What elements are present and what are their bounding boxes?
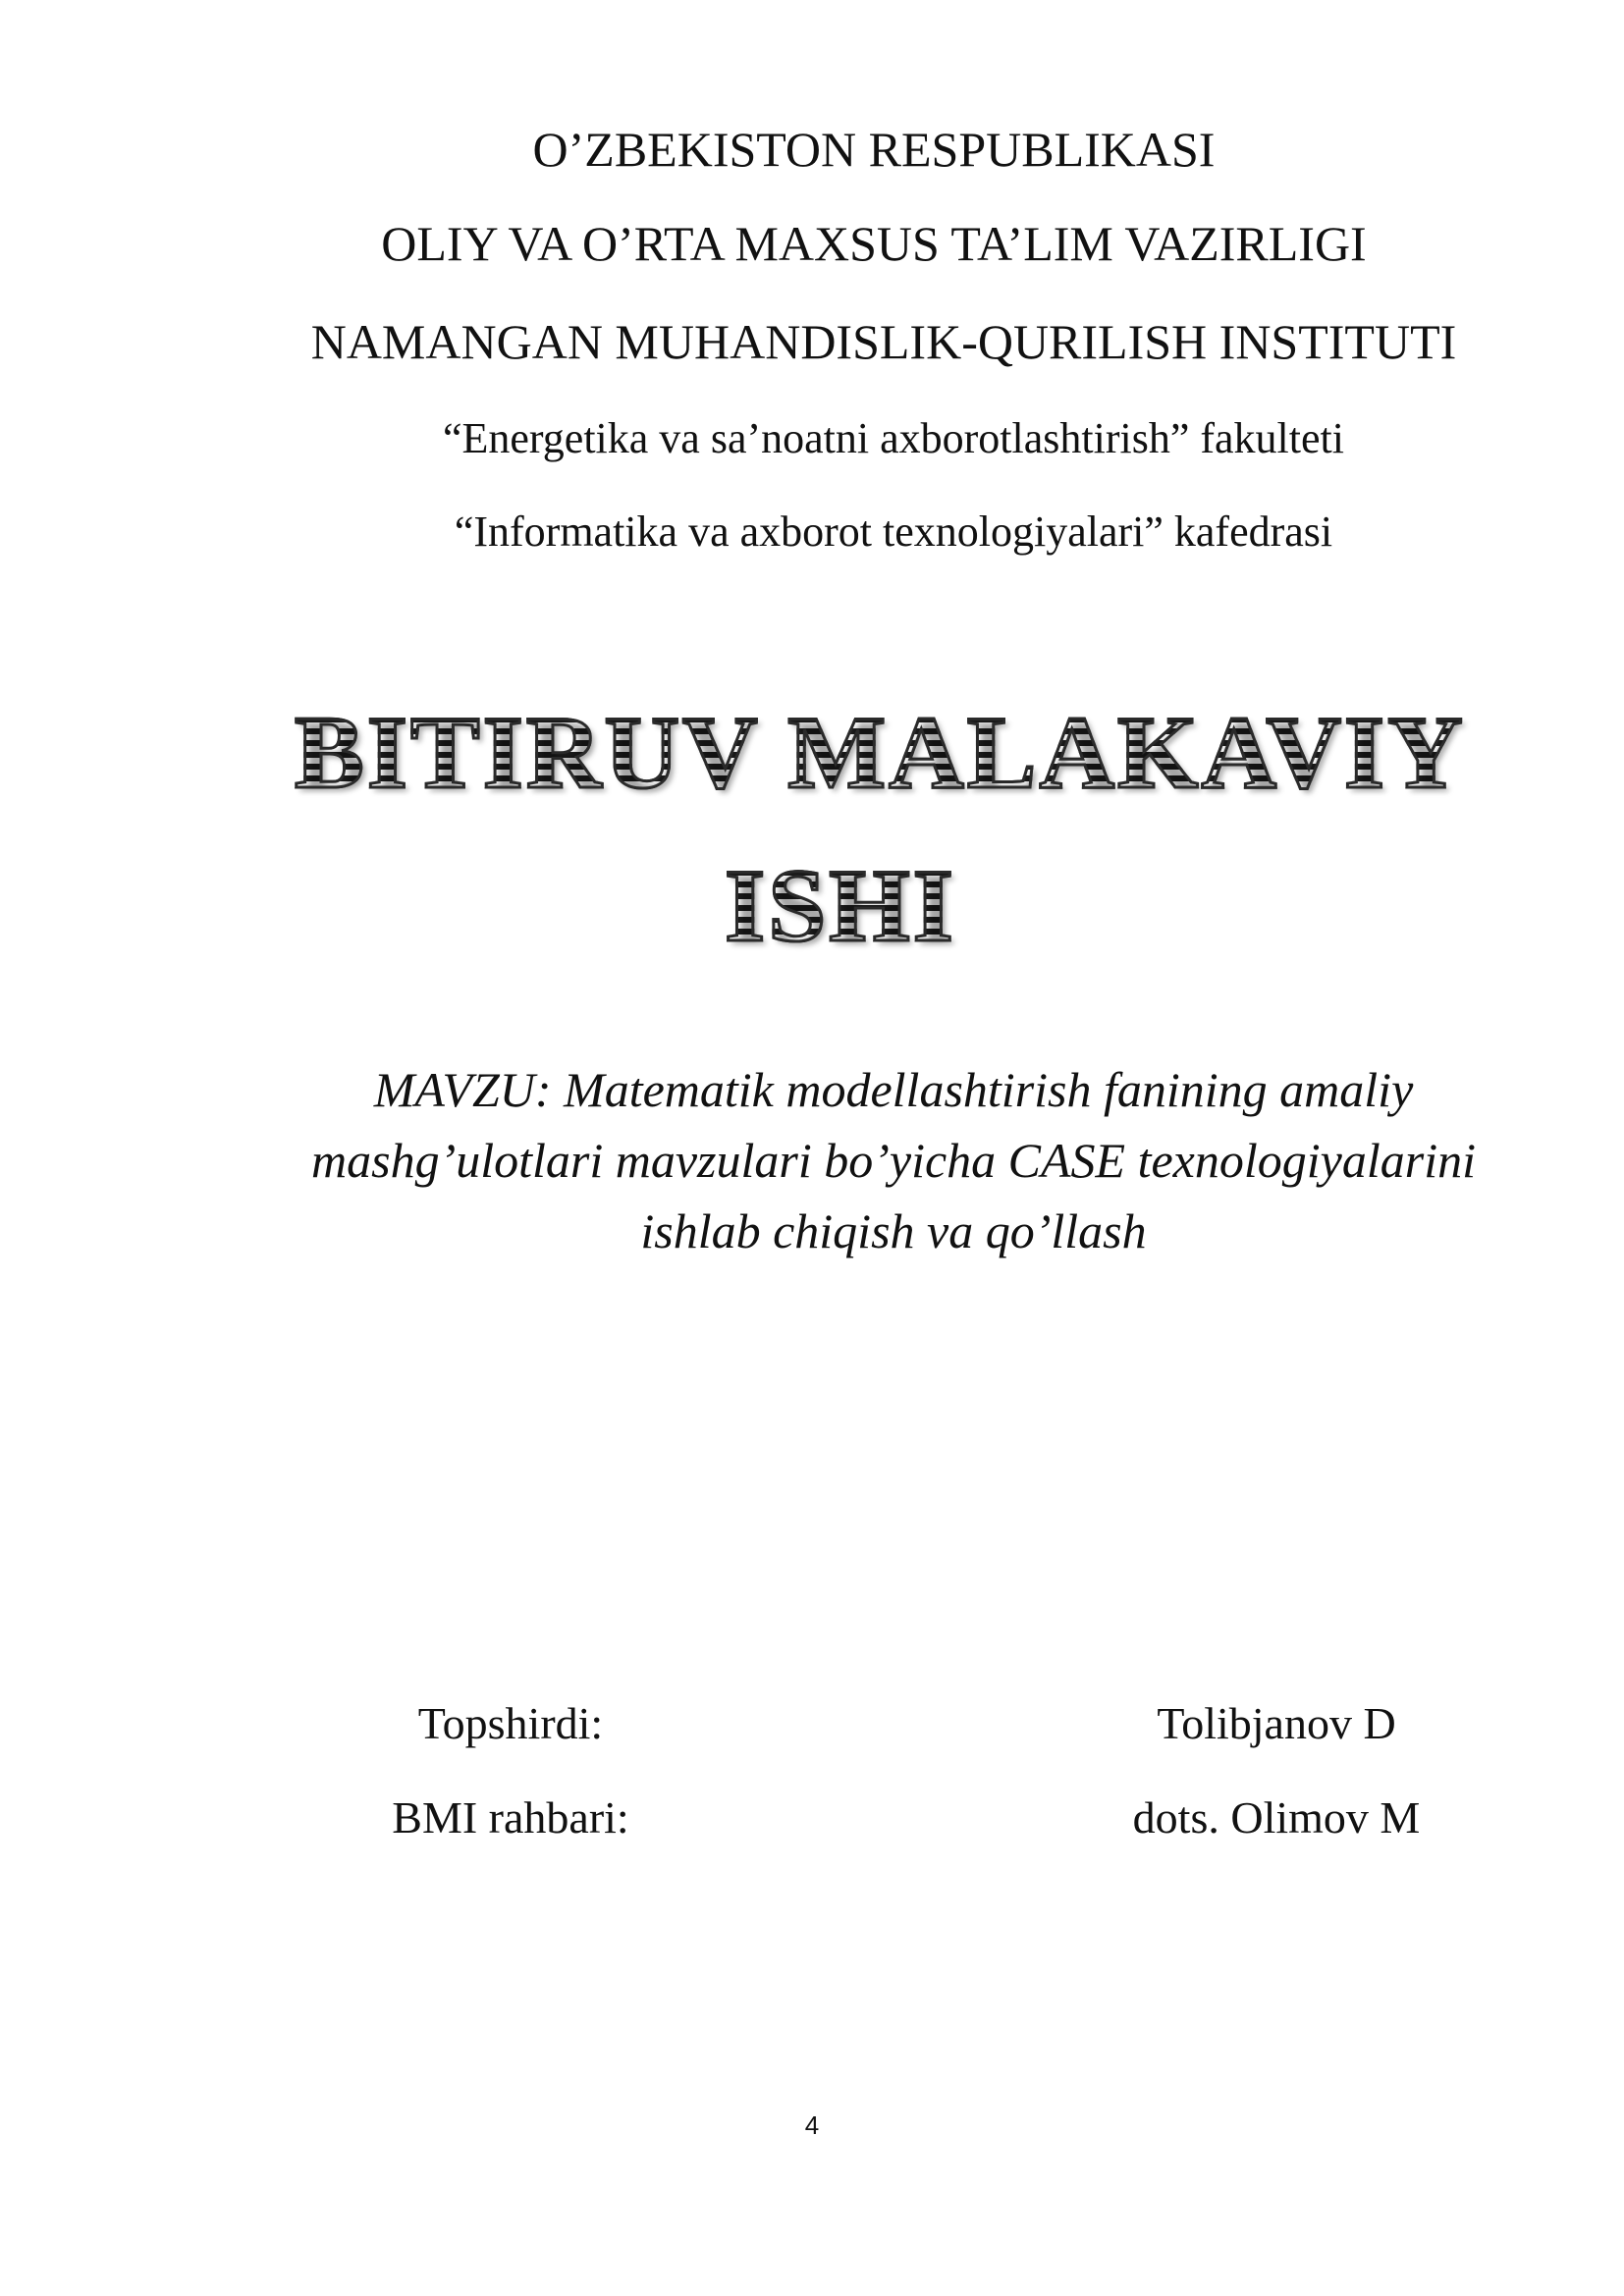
document-title-line-2: ISHI <box>725 848 956 963</box>
submitted-label: Topshirdi: <box>417 1698 604 1748</box>
topic-line-3: ishlab chiqish va qo’llash <box>640 1203 1147 1258</box>
supervisor-label: BMI rahbari: <box>392 1792 629 1842</box>
department-heading: “Informatika va axborot texnologiyalari” kafedrasi <box>454 507 1333 556</box>
supervisor-value: dots. Olimov M <box>1132 1792 1421 1842</box>
republic-heading: O’ZBEKISTON RESPUBLIKASI <box>532 122 1216 177</box>
institute-heading: NAMANGAN MUHANDISLIK-QURILISH INSTITUTI <box>310 314 1457 369</box>
topic-line-2: mashg’ulotlari mavzulari bo’yicha CASE texnologiyalarini <box>311 1133 1476 1188</box>
page-number: 4 <box>804 2110 820 2140</box>
submitted-value: Tolibjanov D <box>1157 1698 1396 1748</box>
document-title-line-1: BITIRUV MALAKAVIY <box>295 695 1466 810</box>
topic-line-1: MAVZU: Matematik modellashtirish fanining amaliy <box>373 1062 1414 1117</box>
ministry-heading: OLIY VA O’RTA MAXSUS TA’LIM VAZIRLIGI <box>381 216 1367 271</box>
faculty-heading: “Energetika va sa’noatni axborotlashtirish” fakulteti <box>443 414 1344 462</box>
